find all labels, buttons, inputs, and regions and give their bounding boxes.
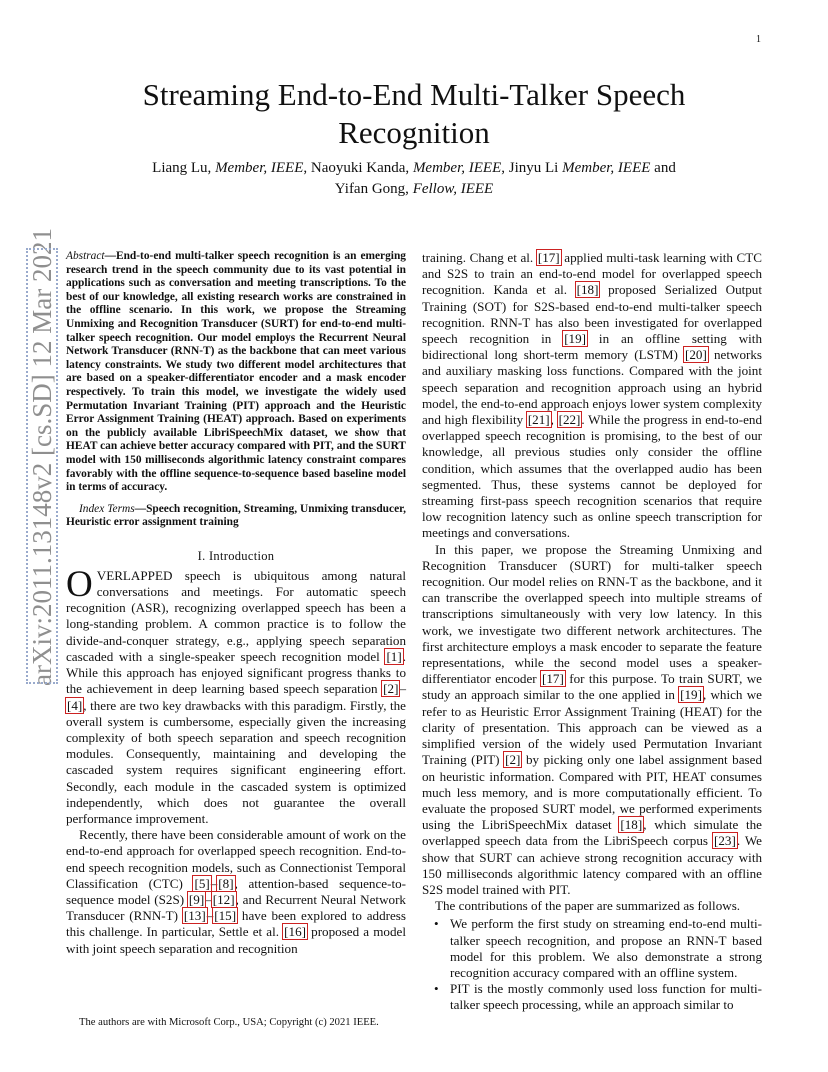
citation-link[interactable]: [2] xyxy=(505,752,521,768)
index-terms xyxy=(66,503,406,530)
index-terms-text: —Speech recognition, Streaming, Unmixing transducer, Heuristic error assignment training xyxy=(66,502,406,529)
page-number: 1 xyxy=(756,34,761,45)
right-column xyxy=(422,250,762,1014)
list-item: • We perform the first study on streaming end-to-end multi-talker speech recognition, and propose an RNN-T based model for this problem. We also demonstrate a strong recognition accuracy compared with an offline system. xyxy=(434,916,762,980)
bullet-icon: • xyxy=(434,981,439,997)
author-list xyxy=(110,158,718,200)
author-affiliation: Member, IEEE xyxy=(562,160,651,176)
citation-link[interactable]: [15] xyxy=(214,908,237,924)
author-line-1 xyxy=(110,158,718,179)
contribution-list xyxy=(422,916,762,1013)
citation-link[interactable]: [21] xyxy=(527,412,550,428)
citation-link[interactable]: [20] xyxy=(685,347,707,363)
intro-paragraph-2: Recently, there have been considerable amount of work on the end-to-end approach for overlapped speech recognition. End-to-end speech recognition models, such as Connectionist Temporal Classification (CTC) [5]–[8], attention-based sequence-to-sequence model (S2S) [9]–[12], and Recurrent Neural Network Transducer (RNN-T) [13]–[15] have been explored to address this challenge. In particular, Settle et al. [16] proposed a model with joint speech separation and recognition xyxy=(66,827,406,956)
footnote: The authors are with Microsoft Corp., USA; Copyright (c) 2021 IEEE. xyxy=(79,1017,379,1028)
bullet-icon: • xyxy=(434,916,439,932)
right-paragraph-2: In this paper, we propose the Streaming Unmixing and Recognition Transducer (SURT) for multi-talker speech recognition. Our model relies on RNN-T as the backbone, and it can transcribe the overlapped speech into multiple streams of transcriptions simultaneously with very low latency. In this work, we investigate two different network architectures. The first architecture employs a mask encoder to separate the feature representations, while the second model uses a speaker-differentiator encoder [17] for this purpose. To train SURT, we study an approach similar to the one applied in [19], which we refer to as Heuristic Error Assignment Training (HEAT) for the clarity of presentation. This approach can be viewed as a simplified version of the widely used Permutation Invariant Training (PIT) [2] by picking only one label assignment based on heuristic information. Compared with PIT, HEAT consumes much less memory, and is more computationally efficient. To evaluate the proposed SURT model, we performed experiments using the LibriSpeechMix dataset [18], which simulate the overlapped speech data from the LibriSpeech corpus [23]. We show that SURT can achieve strong recognition accuracy with 150 milliseconds algorithmic latency compared with an offline S2S model trained with PIT. xyxy=(422,541,762,897)
citation-link[interactable]: [2] xyxy=(383,681,399,697)
citation-link[interactable]: [4] xyxy=(67,697,83,713)
abstract-text: —End-to-end multi-talker speech recognition is an emerging research trend in the speech community due to its vast potential in applications such as conversation and meeting transcriptions. To the best of our knowledge, all existing research works are constrained in the offline scenario. In this work, we propose the Streaming Unmixing and Recognition Transducer (SURT) for end-to-end multi-talker speech recognition. Our model employs the Recurrent Neural Network Transducer (RNN-T) as the backbone that can meet various latency constraints. We study two different model architectures that are based on a speaker-differentiator encoder and a mask encoder respectively. To train this model, we investigate the widely used Permutation Invariant Training (PIT) approach and the Heuristic Error Assignment Training (HEAT) approach. Based on experiments on the publicly available LibriSpeechMix dataset, we show that HEAT can achieve better accuracy compared with PIT, and the SURT model with 150 milliseconds algorithmic latency constraint compares favorably with the offline sequence-to-sequence based baseline model in terms of accuracy. xyxy=(66,250,406,494)
citation-link[interactable]: [13] xyxy=(183,908,206,924)
author-affiliation: Fellow, IEEE xyxy=(412,181,494,197)
citation-link[interactable]: [19] xyxy=(680,687,702,703)
citation-link[interactable]: [18] xyxy=(576,282,599,298)
citation-link[interactable]: [17] xyxy=(542,671,564,687)
intro-paragraph-1: OVERLAPPED speech is ubiquitous among natural conversations and meetings. For automatic speech recognition (ASR), recognizing overlapped speech has been a long-standing problem. A common practice is to follow the divide-and-conquer strategy, e.g., applying speech separation cascaded with a single-speaker speech recognition model [1]. While this approach has enjoyed significant progress thanks to the achievement in deep learning based speech separation [2]–[4], there are two key drawbacks with this paradigm. Firstly, the overall system is cumbersome, especially given the increasing complexity of both speech separation and speech recognition modules. Consequently, maintaining and developing the cascaded system requires significant engineering effort. Secondly, each module in the cascaded system is optimized independently, which does not guarantee the overall performance improvement. xyxy=(66,563,406,826)
author-line-2 xyxy=(110,179,718,200)
citation-link[interactable]: [12] xyxy=(212,891,235,907)
author-affiliation: Member, IEEE xyxy=(412,160,502,176)
right-paragraph-3: The contributions of the paper are summarized as follows. xyxy=(435,898,741,914)
author-name: Yifan Gong, xyxy=(334,181,413,197)
section-heading: I. Introduction xyxy=(197,548,275,563)
list-item: • PIT is the mostly commonly used loss function for multi-talker speech processing, while an approach similar to xyxy=(434,981,762,1013)
abstract-label: Abstract xyxy=(66,250,105,262)
citation-link[interactable]: [17] xyxy=(537,250,560,265)
citation-link[interactable]: [19] xyxy=(564,331,587,347)
index-terms-label: Index Terms xyxy=(79,502,135,515)
citation-link[interactable]: [16] xyxy=(284,924,306,940)
citation-link[interactable]: [1] xyxy=(386,648,402,664)
citation-link[interactable]: [8] xyxy=(218,875,234,891)
author-conjunction: and xyxy=(650,160,676,176)
right-paragraph-1: training. Chang et al. [17] applied multi-task learning with CTC and S2S to train an end-to-end model for overlapped speech recognition. Kanda et al. [18] proposed Serialized Output Training (SOT) for S2S-based end-to-end multi-talker speech recognition. RNN-T has also been investigated for overlapped speech recognition in [19] in an offline setting with bidirectional long short-term memory (LSTM) [20] networks and auxiliary masking loss functions. Compared with the joint speech separation and recognition approach using an hybrid model, the end-to-end approach enjoys lower system complexity and high flexibility [21], [22]. While the progress in end-to-end overlapped speech recognition is promising, to the best of our knowledge, all previous studies only consider the offline condition, which assumes that the overlapped audio has been segmented. Thus, these systems cannot be deployed for streaming first-pass speech recognition scenarios that require low recognition latency such as online speech transcription for meetings and conversations. xyxy=(422,250,763,541)
citation-link[interactable]: [18] xyxy=(620,817,643,833)
arxiv-stamp[interactable]: arXiv:2011.13148v2 [cs.SD] 12 Mar 2021 xyxy=(24,246,60,686)
author-name: , Naoyuki Kanda, xyxy=(303,160,413,176)
abstract xyxy=(66,250,406,495)
citation-link[interactable]: [22] xyxy=(558,412,581,428)
left-column xyxy=(66,250,406,957)
citation-link[interactable]: [9] xyxy=(188,891,205,907)
citation-link[interactable]: [5] xyxy=(194,875,210,891)
author-name: Liang Lu, xyxy=(152,160,216,176)
author-name: , Jinyu Li xyxy=(501,160,563,176)
author-affiliation: Member, IEEE xyxy=(215,160,304,176)
dropcap-letter: O xyxy=(66,563,93,605)
paper-title: Streaming End-to-End Multi-Talker Speech Recognition xyxy=(142,77,686,150)
citation-link[interactable]: [23] xyxy=(714,833,736,849)
